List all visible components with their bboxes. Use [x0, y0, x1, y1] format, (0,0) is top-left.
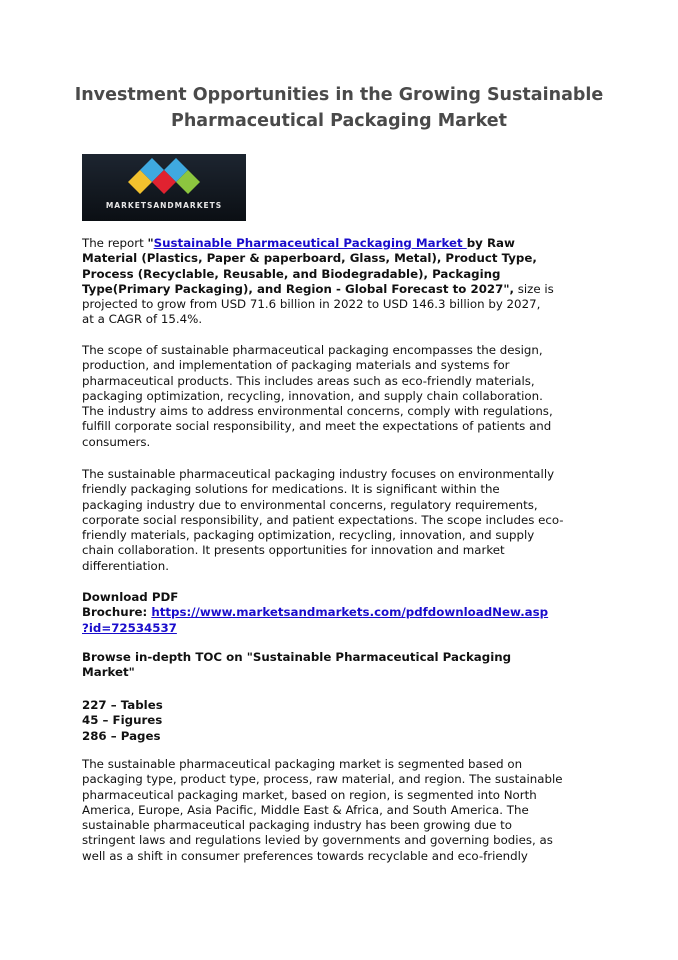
stats-list: [82, 698, 163, 744]
download-label: Download PDF Brochure:: [82, 590, 179, 620]
intro-tail: size is projected to grow from USD 71.6 billion in 2022 to USD 146.3 billion by 2027, at a CAGR of 15.4%.: [82, 281, 554, 327]
report-title-bold: by Raw Material (Plastics, Paper & paperboard, Glass, Metal), Product Type, Process (Recyclable, Reusable, and Biodegradable), Packaging Type(Primary Packaging), and Region - Global Forecast to 2027",: [82, 236, 537, 296]
intro-paragraph: [82, 236, 554, 328]
scope-paragraph: The scope of sustainable pharmaceutical packaging encompasses the design, production, and implementation of packaging materials and systems for pharmaceutical products. This includes areas such as eco-friendly materials, packaging optimization, recycling, innovation, and supply chain collaboration. The industry aims to address environmental concerns, comply with regulations, fulfill corporate social responsibility, and meet the expectations of patients and consumers.: [82, 343, 553, 449]
stat-tables: 227 – Tables: [82, 698, 163, 712]
toc-heading: Browse in-depth TOC on "Sustainable Pharmaceutical Packaging Market": [82, 650, 512, 680]
marketsandmarkets-logo: [82, 154, 246, 221]
page-title: Investment Opportunities in the Growing Sustainable Pharmaceutical Packaging Market: [74, 85, 604, 131]
logo-text: MARKETSANDMARKETS: [105, 201, 223, 210]
logo-diamonds-icon: [82, 154, 246, 221]
brochure-link[interactable]: https://www.marketsandmarkets.com/pdfdownloadNew.asp ?id=72534537: [82, 605, 549, 635]
segmentation-paragraph: The sustainable pharmaceutical packaging market is segmented based on packaging type, product type, process, raw material, and region. The sustainable pharmaceutical packaging market, based on region, is segmented into North America, Europe, Asia Pacific, Middle East & Africa, and South America. The sustainable pharmaceutical packaging industry has been growing due to stringent laws and regulations levied by governments and governing bodies, as well as a shift in consumer preferences towards recyclable and eco-friendly: [82, 757, 563, 863]
stat-pages: 286 – Pages: [82, 728, 161, 743]
report-link[interactable]: Sustainable Pharmaceutical Packaging Market: [153, 236, 467, 250]
intro-prefix: The report: [82, 236, 148, 250]
stat-figures: 45 – Figures: [82, 713, 163, 728]
quote-open: ": [147, 236, 154, 250]
industry-paragraph: The sustainable pharmaceutical packaging industry focuses on environmentally friendly packaging solutions for medications. It is significant within the packaging industry due to environmental concerns, regulatory requirements, corporate social responsibility, and patient expectations. The scope includes eco- friendly materials, packaging optimization, recycling, innovation, and supply chain collaboration. It presents opportunities for innovation and market differentiation.: [82, 467, 564, 573]
download-brochure: [82, 590, 548, 636]
